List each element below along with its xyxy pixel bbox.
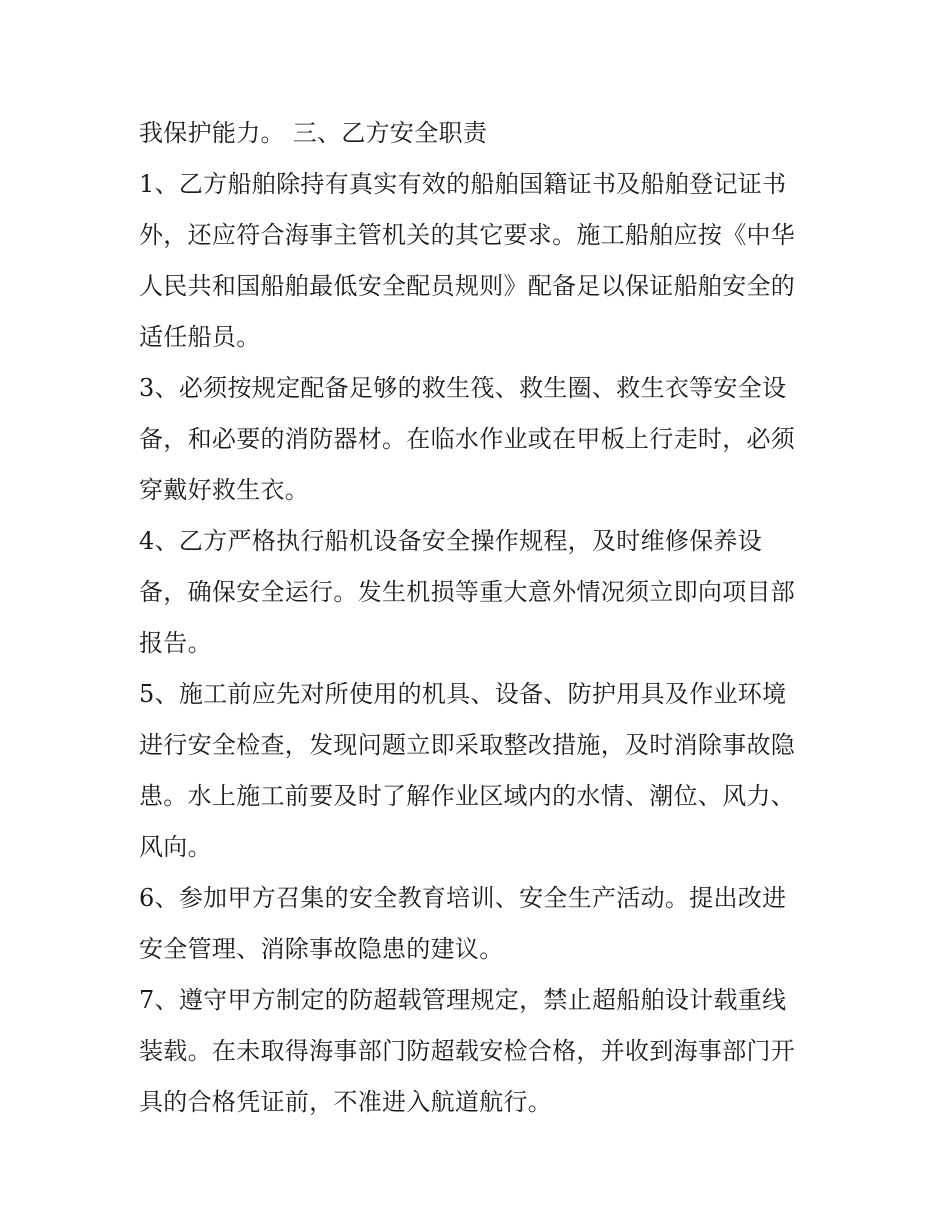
paragraph-item-7 bbox=[139, 975, 814, 1128]
text-line: 穿戴好救生衣。 bbox=[139, 476, 310, 504]
text-line: 6、参加甲方召集的安全教育培训、安全生产活动。提出改进 bbox=[139, 884, 787, 912]
text-line: 7、遵守甲方制定的防超载管理规定，禁止超船舶设计载重线 bbox=[139, 986, 787, 1014]
text-line: 5、施工前应先对所使用的机具、设备、防护用具及作业环境 bbox=[139, 680, 787, 708]
text-line: 装载。在未取得海事部门防超载安检合格，并收到海事部门开 bbox=[139, 1037, 796, 1065]
text-line: 具的合格凭证前，不准进入航道航行。 bbox=[139, 1088, 553, 1116]
text-line: 人民共和国船舶最低安全配员规则》配备足以保证船舶安全的 bbox=[139, 272, 796, 300]
text-line: 安全管理、消除事故隐患的建议。 bbox=[139, 935, 504, 963]
text-line: 适任船员。 bbox=[139, 323, 261, 351]
paragraph-intro bbox=[139, 108, 814, 159]
text-line: 报告。 bbox=[139, 629, 212, 657]
text-line: 4、乙方严格执行船机设备安全操作规程，及时维修保养设 bbox=[139, 527, 763, 555]
document-body bbox=[139, 108, 814, 1128]
text-line: 患。水上施工前要及时了解作业区域内的水情、潮位、风力、 bbox=[139, 782, 796, 810]
text-line: 3、必须按规定配备足够的救生筏、救生圈、救生衣等安全设 bbox=[139, 374, 787, 402]
text-line: 风向。 bbox=[139, 833, 212, 861]
paragraph-item-6 bbox=[139, 873, 814, 975]
paragraph-item-1 bbox=[139, 159, 814, 363]
paragraph-item-3 bbox=[139, 363, 814, 516]
text-line: 备，和必要的消防器材。在临水作业或在甲板上行走时，必须 bbox=[139, 425, 796, 453]
paragraph-item-5 bbox=[139, 669, 814, 873]
text-line: 外，还应符合海事主管机关的其它要求。施工船舶应按《中华 bbox=[139, 221, 796, 249]
paragraph-item-4 bbox=[139, 516, 814, 669]
text-line: 进行安全检查，发现问题立即采取整改措施，及时消除事故隐 bbox=[139, 731, 796, 759]
text-line: 我保护能力。 三、乙方安全职责 bbox=[139, 119, 488, 147]
text-line: 1、乙方船舶除持有真实有效的船舶国籍证书及船舶登记证书 bbox=[139, 170, 787, 198]
text-line: 备，确保安全运行。发生机损等重大意外情况须立即向项目部 bbox=[139, 578, 796, 606]
